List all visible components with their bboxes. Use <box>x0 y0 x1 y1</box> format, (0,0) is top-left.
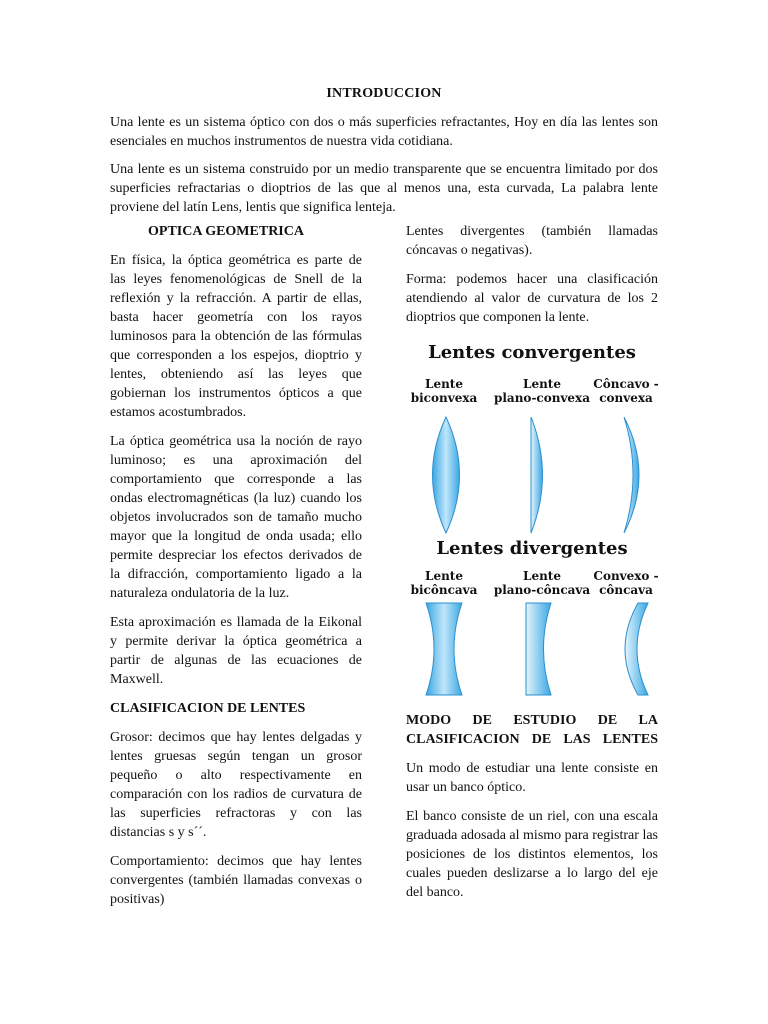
plano-concave-lens-shape <box>526 603 551 695</box>
label-plano-convexa: Lente plano-convexa <box>493 377 590 405</box>
paragraph-optica-2: La óptica geométrica usa la noción de rayo luminoso; es una aproximación del comportamiento que corresponde a las ondas electromagnéticas (la luz) cuando los objetos involucrados son de tamaño mucho mayor que la longitud de onda usada; ello permite despreciar los efectos derivados de la difracción, comportamiento ligado a la naturaleza ondulatoria de la luz. <box>110 434 362 601</box>
paragraph-optica-1: En física, la óptica geométrica es parte de las leyes fenomenológicas de Snell de la reflexión y la refracción. A partir de ellas, basta hacer geometría con los rayos luminosos para la obtención de las fórmulas que corresponden a los espejos, dioptrio y lentes, obteniendo así las leyes que gobiernan los instrumentos ópticos a que estamos acostumbrados. <box>110 253 362 420</box>
paragraph-divergentes: Lentes divergentes (también llamadas cóncavas o negativas). <box>406 224 658 258</box>
plano-convex-lens-shape <box>531 417 543 533</box>
biconcave-lens-shape <box>426 603 462 695</box>
label-concavo-convexa: Côncavo - convexa <box>593 377 659 405</box>
heading-clasificacion: CLASIFICACION DE LENTES <box>110 701 306 716</box>
figure-title-convergentes: Lentes convergentes <box>428 342 636 363</box>
paragraph-comportamiento: Comportamiento: decimos que hay lentes convergentes (también llamadas convexas o positivas) <box>110 854 362 907</box>
figure-title-divergentes: Lentes divergentes <box>436 538 628 559</box>
convergent-lenses-drawing <box>416 415 656 535</box>
page-title: INTRODUCCION <box>326 86 442 101</box>
left-column <box>110 222 362 919</box>
heading-modo-de-estudio: MODO DE ESTUDIO DE LA CLASIFICACION DE LAS LENTES <box>406 713 658 747</box>
label-biconvexa: Lente biconvexa <box>410 377 478 405</box>
label-biconcava: Lente bicôncava <box>410 569 478 597</box>
paragraph-eikonal: Esta aproximación es llamada de la Eikonal y permite derivar la óptica geométrica a partir de algunas de las ecuaciones de Maxwell. <box>110 615 362 687</box>
intro-paragraph-2: Una lente es un sistema construido por un medio transparente que se encuentra limitado por dos superficies refractarias o dioptrios de las que al menos una, esta curvada, La palabra lente proviene del latín Lens, lentis que significa lenteja. <box>110 162 658 215</box>
lens-figure <box>406 337 658 697</box>
intro-paragraph-1: Una lente es un sistema óptico con dos o más superficies refractantes, Hoy en día las lentes son esenciales en muchos instrumentos de nuestra vida cotidiana. <box>110 115 658 149</box>
label-convexo-concava: Convexo - côncava <box>593 569 659 597</box>
paragraph-banco-optico: Un modo de estudiar una lente consiste en usar un banco óptico. <box>406 761 658 795</box>
biconvex-lens-shape <box>433 417 460 533</box>
paragraph-forma: Forma: podemos hacer una clasificación atendiendo al valor de curvatura de los 2 dioptrios que componen la lente. <box>406 272 658 325</box>
label-plano-concava: Lente plano-côncava <box>493 569 591 597</box>
concave-convex-lens-shape <box>624 417 639 533</box>
paragraph-riel: El banco consiste de un riel, con una escala graduada adosada al mismo para registrar las posiciones de los distintos elementos, los cuales pueden deslizarse a lo largo del eje del banco. <box>406 809 658 900</box>
right-column <box>406 222 658 912</box>
convex-concave-lens-shape <box>625 603 648 695</box>
divergent-lenses-drawing <box>416 601 656 697</box>
heading-optica-geometrica: OPTICA GEOMETRICA <box>148 224 304 239</box>
paragraph-grosor: Grosor: decimos que hay lentes delgadas y lentes gruesas según tengan un grosor pequeño o alto respectivamente en comparación con los radios de curvatura de las superficies refractoras y con las distancias s y s´´. <box>110 730 362 840</box>
